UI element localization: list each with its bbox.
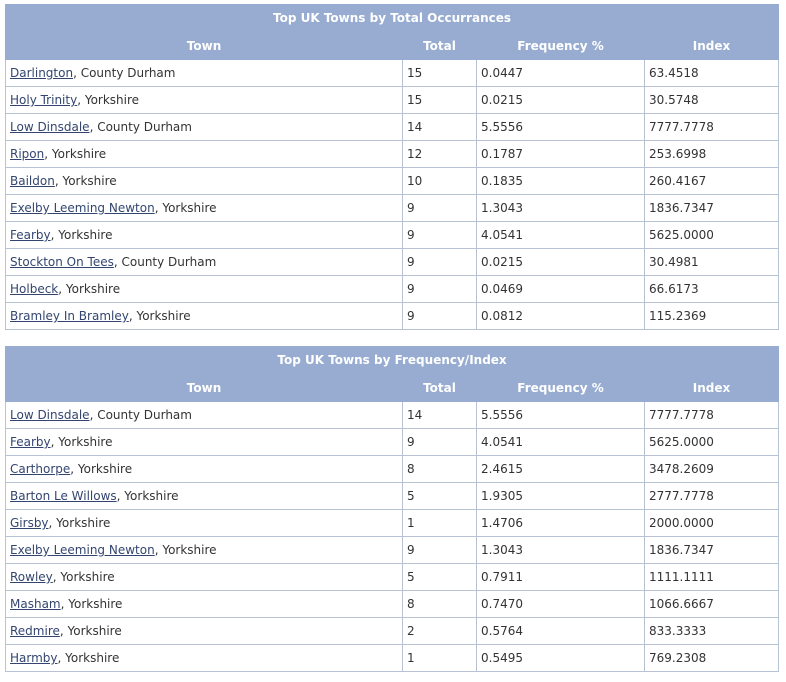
town-link[interactable]: Carthorpe bbox=[10, 462, 71, 476]
total-cell: 15 bbox=[403, 60, 477, 87]
table-caption: Top UK Towns by Frequency/Index bbox=[6, 347, 779, 374]
index-cell: 5625.0000 bbox=[645, 429, 779, 456]
region-text: , County Durham bbox=[89, 120, 192, 134]
index-cell: 2000.0000 bbox=[645, 510, 779, 537]
town-cell bbox=[6, 168, 403, 195]
town-cell bbox=[6, 114, 403, 141]
table-row bbox=[6, 168, 779, 195]
column-header-town: Town bbox=[6, 32, 403, 60]
region-text: , County Durham bbox=[89, 408, 192, 422]
town-link[interactable]: Holy Trinity bbox=[10, 93, 78, 107]
town-link[interactable]: Bramley In Bramley bbox=[10, 309, 129, 323]
frequency-cell: 0.0215 bbox=[477, 249, 645, 276]
total-cell: 10 bbox=[403, 168, 477, 195]
town-link[interactable]: Harmby bbox=[10, 651, 58, 665]
town-cell bbox=[6, 303, 403, 330]
region-text: , Yorkshire bbox=[58, 282, 121, 296]
region-text: , Yorkshire bbox=[77, 93, 140, 107]
table-body bbox=[6, 402, 779, 672]
town-cell bbox=[6, 276, 403, 303]
town-cell bbox=[6, 618, 403, 645]
table-row bbox=[6, 60, 779, 87]
town-link[interactable]: Rowley bbox=[10, 570, 53, 584]
column-header-index: Index bbox=[645, 32, 779, 60]
table-row bbox=[6, 510, 779, 537]
index-cell: 2777.7778 bbox=[645, 483, 779, 510]
index-cell: 3478.2609 bbox=[645, 456, 779, 483]
town-cell bbox=[6, 510, 403, 537]
frequency-cell: 4.0541 bbox=[477, 222, 645, 249]
region-text: , Yorkshire bbox=[116, 489, 179, 503]
region-text: , Yorkshire bbox=[59, 624, 122, 638]
frequency-cell: 0.0447 bbox=[477, 60, 645, 87]
frequency-cell: 0.0812 bbox=[477, 303, 645, 330]
town-cell bbox=[6, 141, 403, 168]
town-link[interactable]: Redmire bbox=[10, 624, 60, 638]
index-cell: 115.2369 bbox=[645, 303, 779, 330]
town-link[interactable]: Exelby Leeming Newton bbox=[10, 201, 155, 215]
frequency-cell: 4.0541 bbox=[477, 429, 645, 456]
column-header-total: Total bbox=[403, 374, 477, 402]
index-cell: 5625.0000 bbox=[645, 222, 779, 249]
town-link[interactable]: Fearby bbox=[10, 228, 51, 242]
frequency-cell: 0.1835 bbox=[477, 168, 645, 195]
frequency-cell: 0.7470 bbox=[477, 591, 645, 618]
table-header-row bbox=[6, 32, 779, 60]
region-text: , Yorkshire bbox=[50, 435, 113, 449]
town-cell bbox=[6, 537, 403, 564]
total-cell: 9 bbox=[403, 429, 477, 456]
table-body bbox=[6, 60, 779, 330]
table-caption: Top UK Towns by Total Occurrances bbox=[6, 5, 779, 32]
frequency-cell: 0.0469 bbox=[477, 276, 645, 303]
index-cell: 769.2308 bbox=[645, 645, 779, 672]
total-cell: 9 bbox=[403, 537, 477, 564]
total-cell: 9 bbox=[403, 276, 477, 303]
region-text: , Yorkshire bbox=[44, 147, 107, 161]
region-text: , County Durham bbox=[113, 255, 217, 269]
town-cell bbox=[6, 195, 403, 222]
total-cell: 5 bbox=[403, 564, 477, 591]
index-cell: 253.6998 bbox=[645, 141, 779, 168]
column-header-total: Total bbox=[403, 32, 477, 60]
town-cell bbox=[6, 222, 403, 249]
index-cell: 7777.7778 bbox=[645, 402, 779, 429]
table-row bbox=[6, 87, 779, 114]
region-text: , Yorkshire bbox=[48, 516, 111, 530]
town-link[interactable]: Low Dinsdale bbox=[10, 120, 90, 134]
total-cell: 15 bbox=[403, 87, 477, 114]
town-link[interactable]: Fearby bbox=[10, 435, 51, 449]
total-cell: 5 bbox=[403, 483, 477, 510]
town-cell bbox=[6, 249, 403, 276]
table-row bbox=[6, 276, 779, 303]
town-cell bbox=[6, 591, 403, 618]
table-row bbox=[6, 429, 779, 456]
table-row bbox=[6, 195, 779, 222]
town-cell bbox=[6, 429, 403, 456]
top-towns-by-frequency-table bbox=[5, 346, 779, 672]
table-header-row bbox=[6, 374, 779, 402]
index-cell: 30.4981 bbox=[645, 249, 779, 276]
frequency-cell: 5.5556 bbox=[477, 402, 645, 429]
frequency-cell: 1.3043 bbox=[477, 537, 645, 564]
total-cell: 8 bbox=[403, 456, 477, 483]
town-cell bbox=[6, 564, 403, 591]
column-header-index: Index bbox=[645, 374, 779, 402]
total-cell: 8 bbox=[403, 591, 477, 618]
table-caption-row bbox=[6, 5, 779, 32]
table-row bbox=[6, 114, 779, 141]
index-cell: 1066.6667 bbox=[645, 591, 779, 618]
town-link[interactable]: Low Dinsdale bbox=[10, 408, 90, 422]
index-cell: 833.3333 bbox=[645, 618, 779, 645]
town-link[interactable]: Masham bbox=[10, 597, 61, 611]
town-cell bbox=[6, 60, 403, 87]
table-row bbox=[6, 303, 779, 330]
index-cell: 1836.7347 bbox=[645, 195, 779, 222]
region-text: , Yorkshire bbox=[128, 309, 191, 323]
table-row bbox=[6, 141, 779, 168]
town-link[interactable]: Stockton On Tees bbox=[10, 255, 114, 269]
table-row bbox=[6, 618, 779, 645]
region-text: , Yorkshire bbox=[50, 228, 113, 242]
total-cell: 14 bbox=[403, 402, 477, 429]
town-cell bbox=[6, 645, 403, 672]
column-header-frequency: Frequency % bbox=[477, 32, 645, 60]
region-text: , Yorkshire bbox=[60, 597, 123, 611]
table-row bbox=[6, 483, 779, 510]
table-row bbox=[6, 249, 779, 276]
region-text: , Yorkshire bbox=[54, 174, 117, 188]
total-cell: 2 bbox=[403, 618, 477, 645]
top-towns-by-total-table bbox=[5, 4, 779, 330]
region-text: , Yorkshire bbox=[154, 201, 217, 215]
table-row bbox=[6, 537, 779, 564]
town-cell bbox=[6, 402, 403, 429]
frequency-cell: 1.9305 bbox=[477, 483, 645, 510]
index-cell: 7777.7778 bbox=[645, 114, 779, 141]
total-cell: 1 bbox=[403, 510, 477, 537]
town-cell bbox=[6, 483, 403, 510]
town-link[interactable]: Darlington bbox=[10, 66, 74, 80]
table-caption-row bbox=[6, 347, 779, 374]
index-cell: 66.6173 bbox=[645, 276, 779, 303]
index-cell: 30.5748 bbox=[645, 87, 779, 114]
frequency-cell: 0.0215 bbox=[477, 87, 645, 114]
table-row bbox=[6, 456, 779, 483]
index-cell: 63.4518 bbox=[645, 60, 779, 87]
index-cell: 1111.1111 bbox=[645, 564, 779, 591]
table-row bbox=[6, 591, 779, 618]
table-row bbox=[6, 564, 779, 591]
frequency-cell: 5.5556 bbox=[477, 114, 645, 141]
region-text: , Yorkshire bbox=[70, 462, 133, 476]
total-cell: 9 bbox=[403, 249, 477, 276]
frequency-cell: 1.4706 bbox=[477, 510, 645, 537]
region-text: , Yorkshire bbox=[57, 651, 120, 665]
town-link[interactable]: Ripon bbox=[10, 147, 45, 161]
frequency-cell: 0.5495 bbox=[477, 645, 645, 672]
frequency-cell: 0.5764 bbox=[477, 618, 645, 645]
town-link[interactable]: Girsby bbox=[10, 516, 49, 530]
frequency-cell: 1.3043 bbox=[477, 195, 645, 222]
town-link[interactable]: Holbeck bbox=[10, 282, 59, 296]
town-link[interactable]: Baildon bbox=[10, 174, 55, 188]
table-row bbox=[6, 402, 779, 429]
region-text: , Yorkshire bbox=[154, 543, 217, 557]
region-text: , Yorkshire bbox=[52, 570, 115, 584]
town-cell bbox=[6, 456, 403, 483]
total-cell: 1 bbox=[403, 645, 477, 672]
table-row bbox=[6, 222, 779, 249]
total-cell: 9 bbox=[403, 222, 477, 249]
total-cell: 9 bbox=[403, 195, 477, 222]
index-cell: 1836.7347 bbox=[645, 537, 779, 564]
column-header-town: Town bbox=[6, 374, 403, 402]
total-cell: 14 bbox=[403, 114, 477, 141]
total-cell: 12 bbox=[403, 141, 477, 168]
frequency-cell: 2.4615 bbox=[477, 456, 645, 483]
town-link[interactable]: Barton Le Willows bbox=[10, 489, 117, 503]
frequency-cell: 0.1787 bbox=[477, 141, 645, 168]
column-header-frequency: Frequency % bbox=[477, 374, 645, 402]
town-link[interactable]: Exelby Leeming Newton bbox=[10, 543, 155, 557]
index-cell: 260.4167 bbox=[645, 168, 779, 195]
frequency-cell: 0.7911 bbox=[477, 564, 645, 591]
region-text: , County Durham bbox=[73, 66, 176, 80]
town-cell bbox=[6, 87, 403, 114]
table-row bbox=[6, 645, 779, 672]
total-cell: 9 bbox=[403, 303, 477, 330]
